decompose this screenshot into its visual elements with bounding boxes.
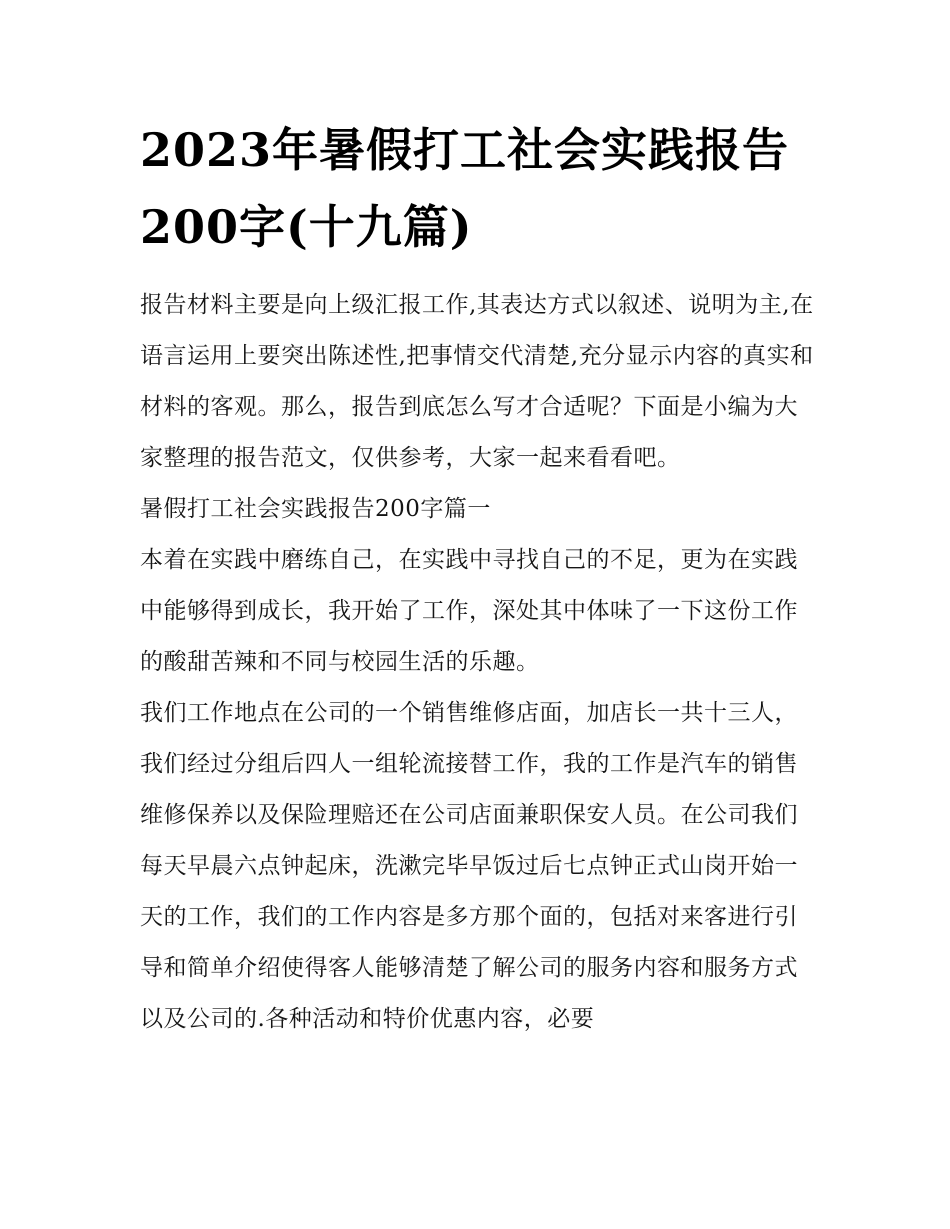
section-heading: 暑假打工社会实践报告200字篇一 <box>140 496 491 522</box>
body-paragraph-2: 我们工作地点在公司的一个销售维修店面，加店长一共十三人，我们经过分组后四人一组轮流接替工作，我的工作是汽车的销售维修保养以及保险理赔还在公司店面兼职保安人员。在公司我们每天早晨六点钟起床，洗漱完毕早饭过后七点钟正式山岗开始一天的工作，我们的工作内容是多方那个面的，包括对来客进行引导和简单介绍使得客人能够清楚了解公司的服务内容和服务方式以及公司的.各种活动和特价优惠内容，必要 <box>140 700 798 1032</box>
intro-paragraph: 报告材料主要是向上级汇报工作,其表达方式以叙述、说明为主,在语言运用上要突出陈述性,把事情交代清楚,充分显示内容的真实和材料的客观。那么，报告到底怎么写才合适呢？下面是小编为大家整理的报告范文，仅供参考，大家一起来看看吧。 <box>140 292 814 471</box>
body-paragraph-1: 本着在实践中磨练自己，在实践中寻找自己的不足，更为在实践中能够得到成长，我开始了工作，深处其中体味了一下这份工作的酸甜苦辣和不同与校园生活的乐趣。 <box>140 547 798 675</box>
document-title: 2023年暑假打工社会实践报告200字(十九篇) <box>140 123 790 254</box>
document-body <box>140 280 820 1045</box>
